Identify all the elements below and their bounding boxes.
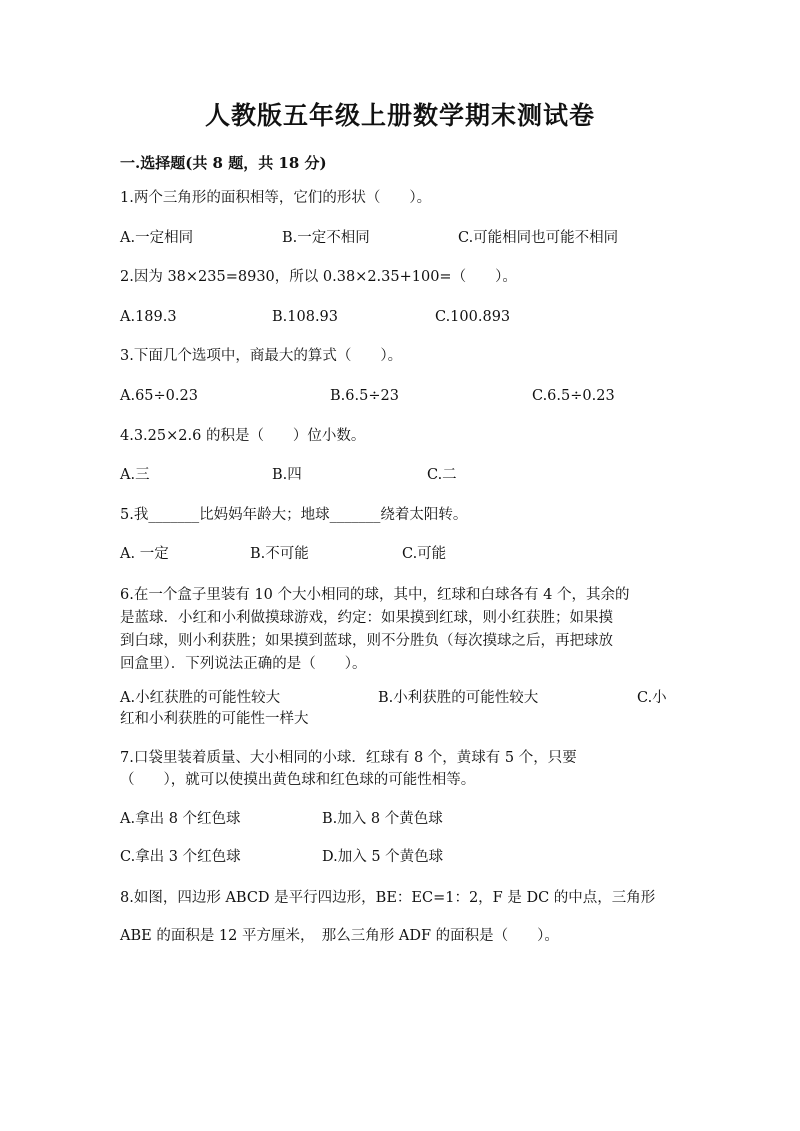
- question-3-option-b: B.6.5÷23: [330, 388, 399, 404]
- question-6-stem-line: 6.在一个盒子里装有 10 个大小相同的球，其中，红球和白球各有 4 个，其余的: [120, 587, 630, 603]
- question-1-option-c: C.可能相同也可能不相同: [458, 230, 619, 246]
- question-5-option-c: C.可能: [402, 546, 447, 562]
- question-5-stem: 5.我_______比妈妈年龄大；地球_______绕着太阳转。: [120, 507, 468, 523]
- question-3-option-a: A.65÷0.23: [120, 388, 198, 404]
- question-4-option-a: A.三: [120, 467, 150, 483]
- question-1-stem: 1.两个三角形的面积相等，它们的形状（ ）。: [120, 190, 432, 206]
- exam-title: 人教版五年级上册数学期末测试卷: [204, 101, 595, 130]
- question-6-stem-line: 到白球，则小利获胜；如果摸到蓝球，则不分胜负（每次摸球之后，再把球放: [120, 633, 613, 649]
- question-6-option-b: B.小利获胜的可能性较大: [378, 690, 539, 706]
- question-8-stem-line: 8.如图，四边形 ABCD 是平行四边形，BE：EC=1：2，F 是 DC 的中点，三角形: [120, 890, 656, 906]
- question-4-option-b: B.四: [272, 467, 302, 483]
- question-3-option-c: C.6.5÷0.23: [532, 388, 615, 404]
- question-4-stem: 4.3.25×2.6 的积是（ ）位小数。: [120, 428, 366, 444]
- question-7-option-c: C.拿出 3 个红色球: [120, 849, 241, 865]
- question-5-option-a: A. 一定: [120, 546, 169, 562]
- question-6-option-c-wrap: 红和小利获胜的可能性一样大: [120, 711, 309, 727]
- question-7-stem-line: （ ），就可以使摸出黄色球和红色球的可能性相等。: [120, 772, 476, 788]
- question-8-stem-line: ABE 的面积是 12 平方厘米， 那么三角形 ADF 的面积是（ ）。: [120, 928, 559, 944]
- question-5-option-b: B.不可能: [250, 546, 309, 562]
- question-7-option-a: A.拿出 8 个红色球: [120, 811, 241, 827]
- question-2-option-c: C.100.893: [435, 309, 511, 325]
- question-6-stem-line: 是蓝球．小红和小利做摸球游戏，约定：如果摸到红球，则小红获胜；如果摸: [120, 610, 613, 626]
- question-4-option-c: C.二: [427, 467, 457, 483]
- question-2-stem: 2.因为 38×235=8930，所以 0.38×2.35+100=（ ）。: [120, 269, 517, 285]
- question-6-stem-line: 回盒里）．下列说法正确的是（ ）。: [120, 656, 367, 672]
- question-7-option-d: D.加入 5 个黄色球: [322, 849, 444, 865]
- question-7-stem-line: 7.口袋里装着质量、大小相同的小球．红球有 8 个，黄球有 5 个，只要: [120, 750, 577, 766]
- question-1-option-a: A.一定相同: [120, 230, 194, 246]
- section-heading: 一.选择题(共 8 题，共 18 分): [120, 154, 327, 172]
- question-6-option-a: A.小红获胜的可能性较大: [120, 690, 281, 706]
- question-2-option-b: B.108.93: [272, 309, 339, 325]
- question-3-stem: 3.下面几个选项中，商最大的算式（ ）。: [120, 348, 403, 364]
- question-2-option-a: A.189.3: [120, 309, 177, 325]
- question-7-option-b: B.加入 8 个黄色球: [322, 811, 443, 827]
- question-1-option-b: B.一定不相同: [282, 230, 370, 246]
- question-6-option-c: C.小: [637, 690, 667, 706]
